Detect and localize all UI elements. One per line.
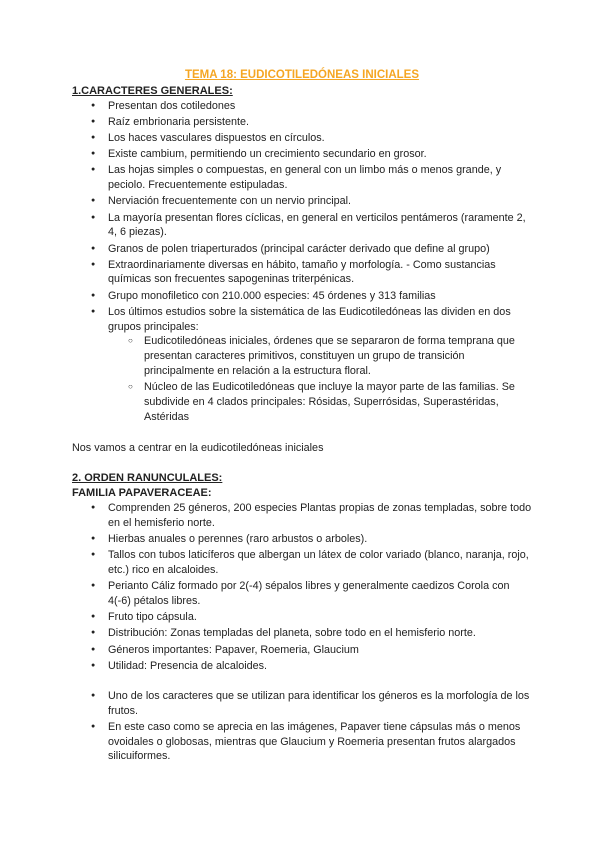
- list-item-text: Los últimos estudios sobre la sistemática de las Eudicotiledóneas las dividen en dos grupos principales:: [108, 305, 511, 333]
- list-item: ● Existe cambium, permitiendo un crecimiento secundario en grosor.: [108, 147, 532, 162]
- list-item: ● Nerviación frecuentemente con un nervio principal.: [108, 194, 532, 209]
- sub-list-item: ○ Eudicotiledóneas iniciales, órdenes que se separaron de forma temprana que presentan caracteres primitivos, constituyen un grupo de transición principalmente en relación a la estructura floral.: [144, 334, 532, 378]
- closing-paragraph: Nos vamos a centrar en la eudicotiledóneas iniciales: [72, 441, 324, 454]
- section-heading-caracteres: 1.CARACTERES GENERALES:: [72, 84, 233, 97]
- page-title: TEMA 18: EUDICOTILEDÓNEAS INICIALES: [184, 69, 420, 81]
- list-item: ● Presentan dos cotiledones: [108, 99, 532, 114]
- list-item: ● Grupo monofiletico con 210.000 especies: 45 órdenes y 313 familias: [108, 289, 532, 304]
- document-page: [72, 68, 532, 766]
- list-item: ● Distribución: Zonas templadas del planeta, sobre todo en el hemisferio norte.: [108, 626, 532, 641]
- list-item: ● Perianto Cáliz formado por 2(-4) sépalos libres y generalmente caedizos Corola con 4(-6) pétalos libres.: [108, 579, 532, 609]
- family-heading: FAMILIA PAPAVERACEAE:: [72, 487, 212, 500]
- list-item: ● Granos de polen triaperturados (principal carácter derivado que define al grupo): [108, 242, 532, 257]
- spacer: [72, 455, 532, 471]
- list-item: [108, 305, 532, 425]
- list-item: ● Utilidad: Presencia de alcaloides.: [108, 659, 532, 674]
- list-item: ● Los haces vasculares dispuestos en círculos.: [108, 131, 532, 146]
- list-item: ● Tallos con tubos laticíferos que albergan un látex de color variado (blanco, naranja, rojo, etc.) rico en alcaloides.: [108, 548, 532, 578]
- list-item: ● Comprenden 25 géneros, 200 especies Plantas propias de zonas templadas, sobre todo en el hemisferio norte.: [108, 501, 532, 531]
- list-item: ● Uno de los caracteres que se utilizan para identificar los géneros es la morfología de los frutos.: [108, 689, 532, 719]
- caracteres-list: [72, 99, 532, 425]
- list-item: ● Raíz embrionaria persistente.: [108, 115, 532, 130]
- list-item: ● Hierbas anuales o perennes (raro arbustos o arboles).: [108, 532, 532, 547]
- list-item: ● Géneros importantes: Papaver, Roemeria, Glaucium: [108, 643, 532, 658]
- list-item: ● Extraordinariamente diversas en hábito, tamaño y morfología. - Como sustancias químicas son frecuentes sapogeninas triterpénicas.: [108, 258, 532, 288]
- frutos-list: [72, 689, 532, 764]
- sub-list: [108, 334, 532, 424]
- list-item: ● En este caso como se aprecia en las imágenes, Papaver tiene cápsulas más o menos ovoidales o globosas, mientras que Glaucium y Roemeria presentan frutos alargados silicuiformes.: [108, 720, 532, 764]
- papaveraceae-list: [72, 501, 532, 674]
- list-item: ● La mayoría presentan flores cíclicas, en general en verticilos pentámeros (raramente 2, 4, 6 piezas).: [108, 211, 532, 241]
- sub-list-item: ○ Núcleo de las Eudicotiledóneas que incluye la mayor parte de las familias. Se subdivide en 4 clados principales: Rósidas, Superrósidas, Superastéridas, Astéridas: [144, 380, 532, 424]
- list-item: ● Las hojas simples o compuestas, en general con un limbo más o menos grande, y peciolo. Frecuentemente estipuladas.: [108, 163, 532, 193]
- section-heading-ranunculales: 2. ORDEN RANUNCULALES:: [72, 472, 223, 485]
- spacer: [72, 675, 532, 689]
- list-item: ● Fruto tipo cápsula.: [108, 610, 532, 625]
